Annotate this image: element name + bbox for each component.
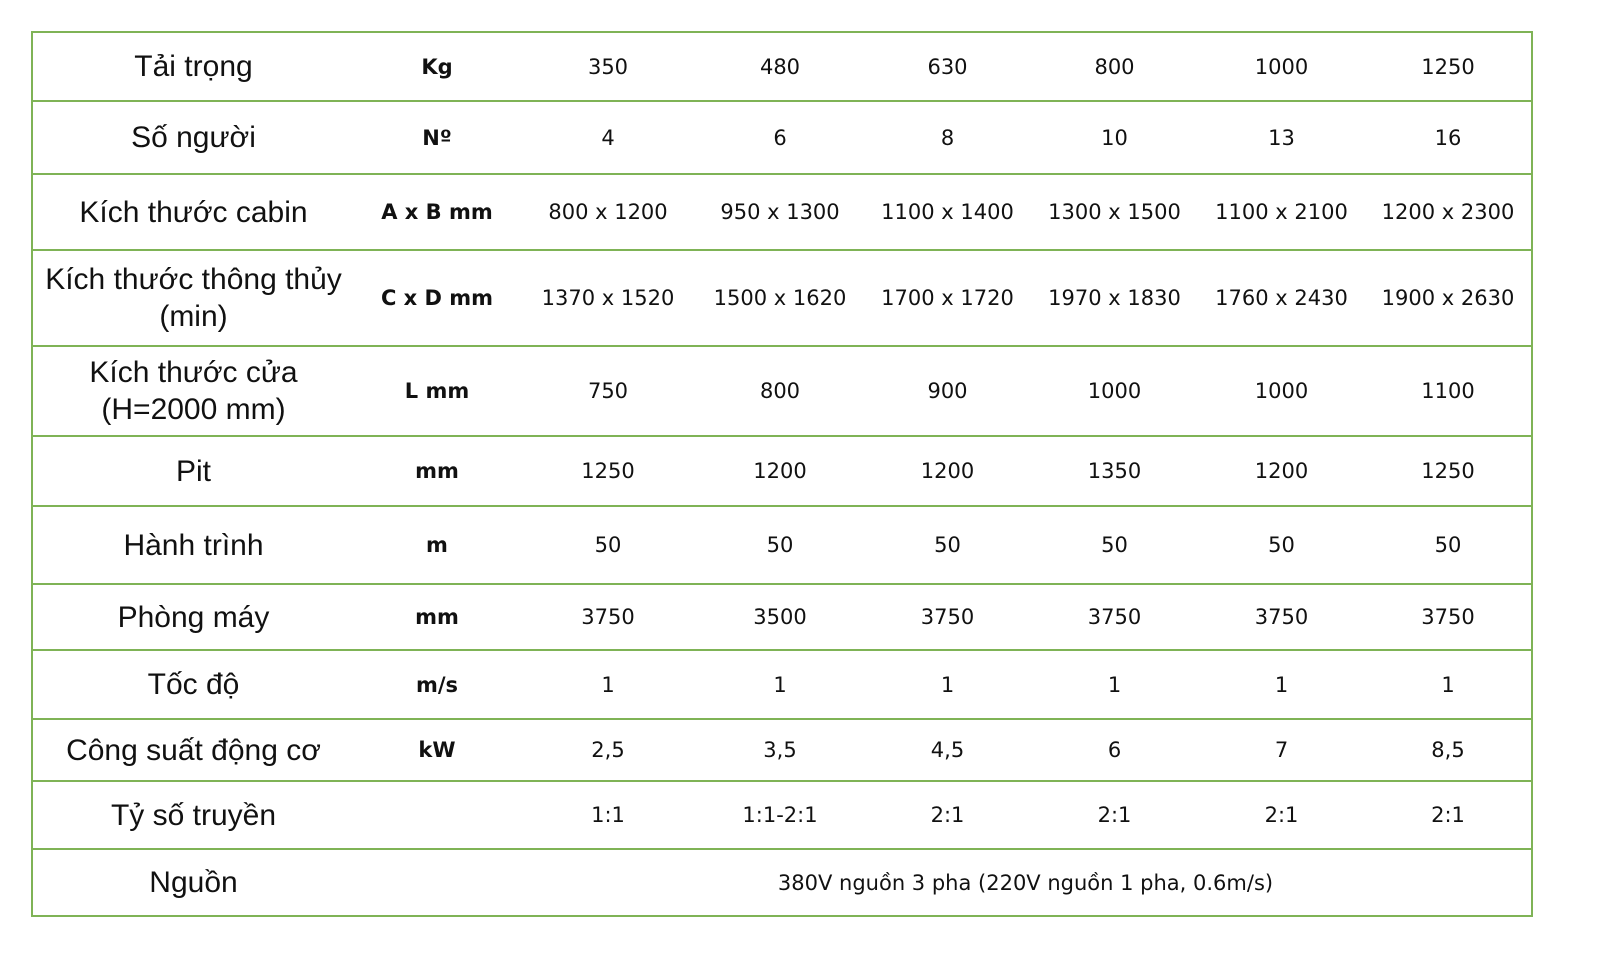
row-unit: kW	[354, 719, 520, 781]
row-label: Nguồn	[32, 849, 354, 916]
table-cell: 8	[864, 101, 1031, 174]
row-unit: L mm	[354, 346, 520, 436]
table-cell: 1100 x 1400	[864, 174, 1031, 250]
spec-row-motor-power	[32, 719, 1532, 781]
table-cell: 1200	[1198, 436, 1365, 506]
table-cell: 1200	[696, 436, 864, 506]
table-cell: 50	[1365, 506, 1532, 584]
spec-row-machine-room	[32, 584, 1532, 650]
spec-row-speed	[32, 650, 1532, 719]
table-cell: 1	[1365, 650, 1532, 719]
spec-row-pit	[32, 436, 1532, 506]
table-cell: 50	[696, 506, 864, 584]
row-unit: mm	[354, 436, 520, 506]
row-label: Tỷ số truyền	[32, 781, 354, 849]
table-cell: 1	[1198, 650, 1365, 719]
row-unit: C x D mm	[354, 250, 520, 346]
table-cell: 3750	[1198, 584, 1365, 650]
table-cell: 350	[520, 32, 696, 101]
row-unit: Kg	[354, 32, 520, 101]
row-label: Phòng máy	[32, 584, 354, 650]
table-cell: 3,5	[696, 719, 864, 781]
row-label: Kích thước thông thủy (min)	[32, 250, 354, 346]
table-cell: 2:1	[1365, 781, 1532, 849]
table-cell: 13	[1198, 101, 1365, 174]
table-cell: 1900 x 2630	[1365, 250, 1532, 346]
table-cell: 1350	[1031, 436, 1198, 506]
table-cell: 1370 x 1520	[520, 250, 696, 346]
table-cell: 750	[520, 346, 696, 436]
table-cell: 2,5	[520, 719, 696, 781]
table-cell: 50	[864, 506, 1031, 584]
row-unit: m/s	[354, 650, 520, 719]
row-label: Tốc độ	[32, 650, 354, 719]
spec-row-power-source	[32, 849, 1532, 916]
table-cell: 3750	[520, 584, 696, 650]
row-unit	[354, 781, 520, 849]
table-cell: 4	[520, 101, 696, 174]
elevator-spec-table	[31, 31, 1533, 917]
spec-row-shaft-size	[32, 250, 1532, 346]
table-cell: 1	[1031, 650, 1198, 719]
table-cell: 1100 x 2100	[1198, 174, 1365, 250]
row-label: Kích thước cửa (H=2000 mm)	[32, 346, 354, 436]
spec-row-ratio	[32, 781, 1532, 849]
row-label: Kích thước cabin	[32, 174, 354, 250]
table-cell: 1300 x 1500	[1031, 174, 1198, 250]
row-label: Công suất động cơ	[32, 719, 354, 781]
table-cell: 2:1	[1031, 781, 1198, 849]
table-cell: 7	[1198, 719, 1365, 781]
table-cell: 3750	[1031, 584, 1198, 650]
table-cell: 3750	[1365, 584, 1532, 650]
table-cell: 480	[696, 32, 864, 101]
table-cell: 1250	[1365, 32, 1532, 101]
table-cell: 1970 x 1830	[1031, 250, 1198, 346]
table-cell: 1200	[864, 436, 1031, 506]
table-cell: 800	[1031, 32, 1198, 101]
table-cell: 6	[696, 101, 864, 174]
spec-row-cabin-size	[32, 174, 1532, 250]
table-cell: 1000	[1198, 32, 1365, 101]
table-cell: 1700 x 1720	[864, 250, 1031, 346]
spec-row-load	[32, 32, 1532, 101]
table-cell: 950 x 1300	[696, 174, 864, 250]
power-source-value: 380V nguồn 3 pha (220V nguồn 1 pha, 0.6m/s)	[520, 849, 1532, 916]
spec-row-persons	[32, 101, 1532, 174]
row-unit: mm	[354, 584, 520, 650]
row-label: Pit	[32, 436, 354, 506]
table-cell: 50	[1198, 506, 1365, 584]
table-cell: 1000	[1198, 346, 1365, 436]
table-cell: 1	[864, 650, 1031, 719]
table-cell: 1:1	[520, 781, 696, 849]
row-unit: Nº	[354, 101, 520, 174]
table-cell: 1100	[1365, 346, 1532, 436]
table-cell: 1200 x 2300	[1365, 174, 1532, 250]
table-cell: 3500	[696, 584, 864, 650]
row-label: Tải trọng	[32, 32, 354, 101]
table-cell: 2:1	[1198, 781, 1365, 849]
table-cell: 2:1	[864, 781, 1031, 849]
row-unit: m	[354, 506, 520, 584]
table-cell: 1:1-2:1	[696, 781, 864, 849]
table-cell: 3750	[864, 584, 1031, 650]
table-cell: 50	[520, 506, 696, 584]
table-cell: 6	[1031, 719, 1198, 781]
row-label: Hành trình	[32, 506, 354, 584]
table-cell: 630	[864, 32, 1031, 101]
row-unit: A x B mm	[354, 174, 520, 250]
table-cell: 1760 x 2430	[1198, 250, 1365, 346]
table-cell: 50	[1031, 506, 1198, 584]
table-cell: 1250	[1365, 436, 1532, 506]
table-cell: 1	[696, 650, 864, 719]
table-cell: 900	[864, 346, 1031, 436]
table-cell: 10	[1031, 101, 1198, 174]
row-unit	[354, 849, 520, 916]
row-label: Số người	[32, 101, 354, 174]
table-cell: 800 x 1200	[520, 174, 696, 250]
spec-row-door-size	[32, 346, 1532, 436]
table-cell: 1250	[520, 436, 696, 506]
table-cell: 8,5	[1365, 719, 1532, 781]
table-cell: 4,5	[864, 719, 1031, 781]
table-cell: 800	[696, 346, 864, 436]
table-cell: 1000	[1031, 346, 1198, 436]
spec-row-travel	[32, 506, 1532, 584]
table-cell: 1	[520, 650, 696, 719]
table-cell: 16	[1365, 101, 1532, 174]
table-cell: 1500 x 1620	[696, 250, 864, 346]
